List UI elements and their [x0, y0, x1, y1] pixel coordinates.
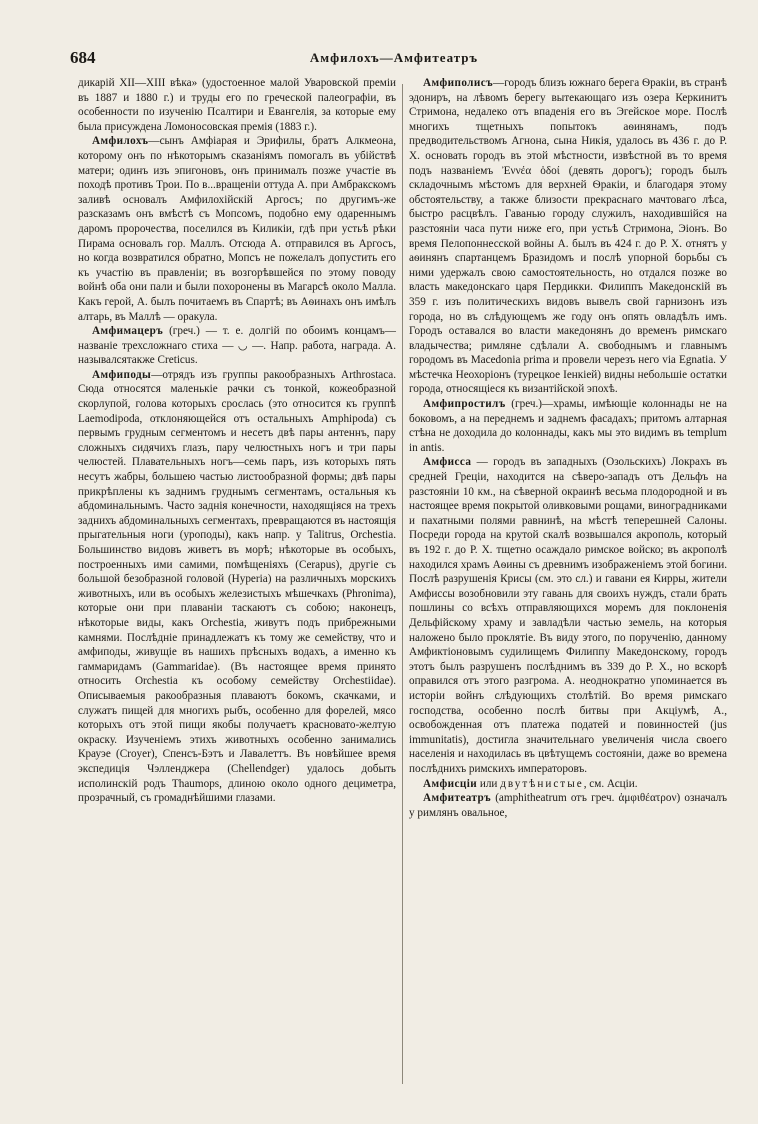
entry-text: —сынъ Амфіарая и Эрифилы, братъ Алкмеона, которому онъ по нѣкоторымъ сказаніямъ помогалъ въ убійствѣ матери; одинъ изъ эпигоновъ, онъ принималъ позже участіе въ походѣ противъ Трои. По в...вращеніи оттуда А. при Амбракскомъ заливѣ основалъ Амфилохійскій Аргосъ; по другимъ-же разсказамъ онъ вмѣстѣ съ Мопсомъ, подобно ему одареннымъ даромъ пророчества, поселился въ Киликіи, гдѣ при устьѣ рѣки Пирама основалъ гор. Маллъ. Отсюда А. отправился въ Аргосъ, но когда возвратился обратно, Мопсъ не пожелалъ допустить его къ участію въ правленіи; въ возгорѣвшейся по этому поводу войнѣ оба они пали и были похоронены въ Магарсѣ около Малла. Какъ герой, А. былъ почитаемъ въ Спартѣ; въ Аѳинахъ онъ имѣлъ алтарь, въ Маллѣ — оракула. — [78, 135, 396, 323]
entry-headword: Амфипростилъ — [423, 398, 506, 411]
entry-headword: Амфисса — [423, 456, 472, 469]
left-column — [78, 76, 396, 806]
entry-text: —городъ близъ южнаго берега Ѳракіи, въ странѣ эдониръ, на лѣвомъ берегу вытекающаго изъ озера Керкинитъ Стримона, недалеко отъ впаденія его въ Эгейское море. Послѣ многихъ тщетныхъ попытокъ аѳинянамъ, подъ предводительствомъ Агнона, сына Никія, удалось въ 436 г. до Р. Х. основать городъ въ этой мѣстности, извѣстной въ то время подъ названіемъ Ἐννέα ὁδοί (девять дорогъ); городъ былъ складочнымъ мѣстомъ для верхней Ѳракіи, и благодаря этому обстоятельству, а также близости прекраснаго мачтоваго лѣса, быстро расцвѣлъ. Гаванью городу служилъ, находившійся на разстояніи часа пути ниже его, при устьѣ Стримона, Эіонъ. Во время Пелопоннесской войны А. былъ въ 424 г. до Р. Х. отнятъ у аѳинянъ спартанцемъ Бразидомъ и послѣ упорной борьбы съ ними удержалъ свою самостоятельность, но отдался позже во власть македонскаго царя Пердикки. Филиппъ Македонскій въ 359 г. изъ политическихъ видовъ вывелъ свой гарнизонъ изъ города, но въ слѣдующемъ же году онъ опять овладѣлъ имъ. Городъ оставался во власти македонянъ до временъ римскаго владычества; римляне сдѣлали А. свободнымъ и главнымъ городомъ въ Macedonia prima и провели черезъ него via Egnatia. У мѣстечка Неохоріонъ (турецкое Іенкіей) видны небольшіе остатки города, относящіеся къ византійской эпохѣ. — [409, 77, 727, 396]
entry-text: дикарій XII—XIII вѣка» (удостоенное малой Уваровской преміи въ 1887 и 1880 г.) и труды его по греческой палеографіи, въ особенности по изученію Псалтири и Евангелія, за которые ему была присуждена Ломоносовская премія (1883 г.). — [78, 77, 396, 133]
entry-headword: Амфисціи — [423, 777, 478, 790]
entry-text: — городъ въ западныхъ (Озольскихъ) Локрахъ въ средней Греціи, находится на сѣверо-западъ отъ Дельфъ на разстояніи 10 км., на сѣверной окраинѣ весьма плодородной и въ настоящее время покрытой оливковыми рощами, виноградниками и пахатными полями равнинѣ, на мѣстѣ теперешней Салоны. Посреди города на крутой скалѣ возвышался акрополь, который въ 192 г. до Р. Х. тщетно осаждало римское войско; въ акрополѣ находился храмъ Аѳины съ древнимъ изображеніемъ этой богини. Послѣ разрушенія Крисы (см. это сл.) и гавани ея Кирры, жители Амфиссы возобновили эту гавань для своихъ нуждъ, стали брать пошлины со всѣхъ отправляющихся моремъ для поклоненія Дельфійскому храму и завладѣли частью земель, на которыя наложено было проклятіе. Въ виду этого, по порученію, данному Амфиктіоновымъ судилищемъ Филиппу Македонскому, городъ этотъ былъ разрушенъ послѣднимъ въ 339 до Р. Х., но вскорѣ оправился отъ этого разгрома. А. неоднократно упоминается въ исторіи войнъ слѣдующихъ столѣтій. Во время римскаго господства, особенно послѣ битвы при Акціумѣ, А., освобожденная отъ платежа податей и повинностей (jus immunitatis), достигла значительнаго увеличенія числа своего населенія и находилась въ цвѣтущемъ состояніи, даже во времена послѣднихъ римскихъ императоровъ. — [409, 456, 727, 775]
entry-tail: , см. Асціи. — [583, 777, 638, 790]
entry-amfiteatr — [409, 791, 727, 820]
entry-text: (amphitheatrum отъ греч. ἀμφιθέατρον) означалъ у римлянъ овальное, — [409, 792, 727, 819]
entry-amfiprostil — [409, 397, 727, 455]
entry-amfissa — [409, 455, 727, 776]
entry-headword: Амфимацеръ — [92, 325, 164, 338]
entry-amfistsii — [409, 777, 727, 792]
entry-amfilokh — [78, 134, 396, 324]
entry-headword: Амфиподы — [92, 368, 152, 381]
entry-headword: Амфилохъ — [92, 135, 149, 148]
entry-text: (греч.) — т. е. долгій по обоимъ концамъ—названіе трехсложнаго стиха — ◡ —. Напр. работа, награда. А. называлсятакже Creticus. — [78, 325, 396, 367]
right-column — [409, 76, 727, 820]
entry-amfipolis — [409, 76, 727, 397]
running-head: Амфилохъ—Амфитеатръ — [309, 50, 479, 65]
entry-headword: Амфиполисъ — [423, 77, 493, 89]
entry-text: —отрядъ изъ группы ракообразныхъ Arthrostaca. Сюда относятся маленькіе рачки съ тонкой, кожеобразной скорлупой, голова которыхъ срослась (это относится къ группѣ Laemodipoda, отклоняющейся отъ остальныхъ Amphipoda) съ первымъ грудным сегментомъ и несетъ двѣ пары антеннъ, пару сложныхъ сидячихъ глазъ, пару челюстныхъ ногъ и три пары челюстей. Плавательныхъ ногъ—семь паръ, изъ которыхъ пять несутъ жабры, большею частью листообразной формы; двѣ пары прикрѣплены къ заднимъ груднымъ сегментамъ, остальныя къ абдоминальнымъ. Часто заднія конечности, находящіяся на трехъ заднихъ абдоминальныхъ сегментахъ, превращаются въ настоящія прыгательныя ноги (уроподы), какъ напр. у Talitrus, Orchestia. Большинство видовъ живетъ въ морѣ; нѣкоторые въ особыхъ, построенныхъ ими самими, помѣщеніяхъ (Cerapus), другіе съ большой безобразной головой (Hyperia) на различныхъ морскихъ животныхъ, или въ особыхъ железистыхъ мѣшечкахъ (Phronima), которые они при плаваніи таскаютъ съ собою; наконецъ, нѣкоторые виды, какъ Orchestia, живутъ подъ прибрежными камнями. Послѣдніе принадлежатъ къ тому же семейству, что и амфиподы, живущіе въ нашихъ прѣсныхъ водахъ, а именно къ гаммаридамъ (Gammaridae). (Въ настоящее время принято относить Orchestia къ особому семейству Orchestiidae). Описываемыя ракообразныя плаваютъ бокомъ, скачками, и служатъ пищей для многихъ рыбъ, особенно для форелей, мясо которыхъ отъ этой пищи якобы получаетъ красновато-желтую окраску. Изученіемъ этихъ животныхъ особенно занимались Крауэе (Croyer), Спенсъ-Бэтъ и Лавалеттъ. Въ новѣйшее время экспедиція Чэлленджера (Chellendger) удалось добыть исполинскій родъ Thaumops, длиною около одного дециметра, прозрачный, съ громаднѣйшими глазами. — [78, 368, 396, 805]
page-header — [70, 48, 718, 72]
entry-spaced-text: двутѣнистые — [500, 777, 584, 790]
entry-amfipody — [78, 368, 396, 806]
page-number: 684 — [70, 48, 96, 67]
entry-amfimatser — [78, 324, 396, 368]
column-divider — [402, 84, 403, 1084]
entry-headword: Амфитеатръ — [423, 792, 492, 805]
entry-continuation — [78, 76, 396, 134]
entry-text: или — [477, 777, 501, 790]
entry-text: (греч.)—храмы, имѣющіе колоннады не на боковомъ, а на переднемъ и заднемъ фасадахъ; притомъ алтарная стѣна не доходила до колоннады, какъ мы это видимъ въ templum in antis. — [409, 398, 727, 454]
